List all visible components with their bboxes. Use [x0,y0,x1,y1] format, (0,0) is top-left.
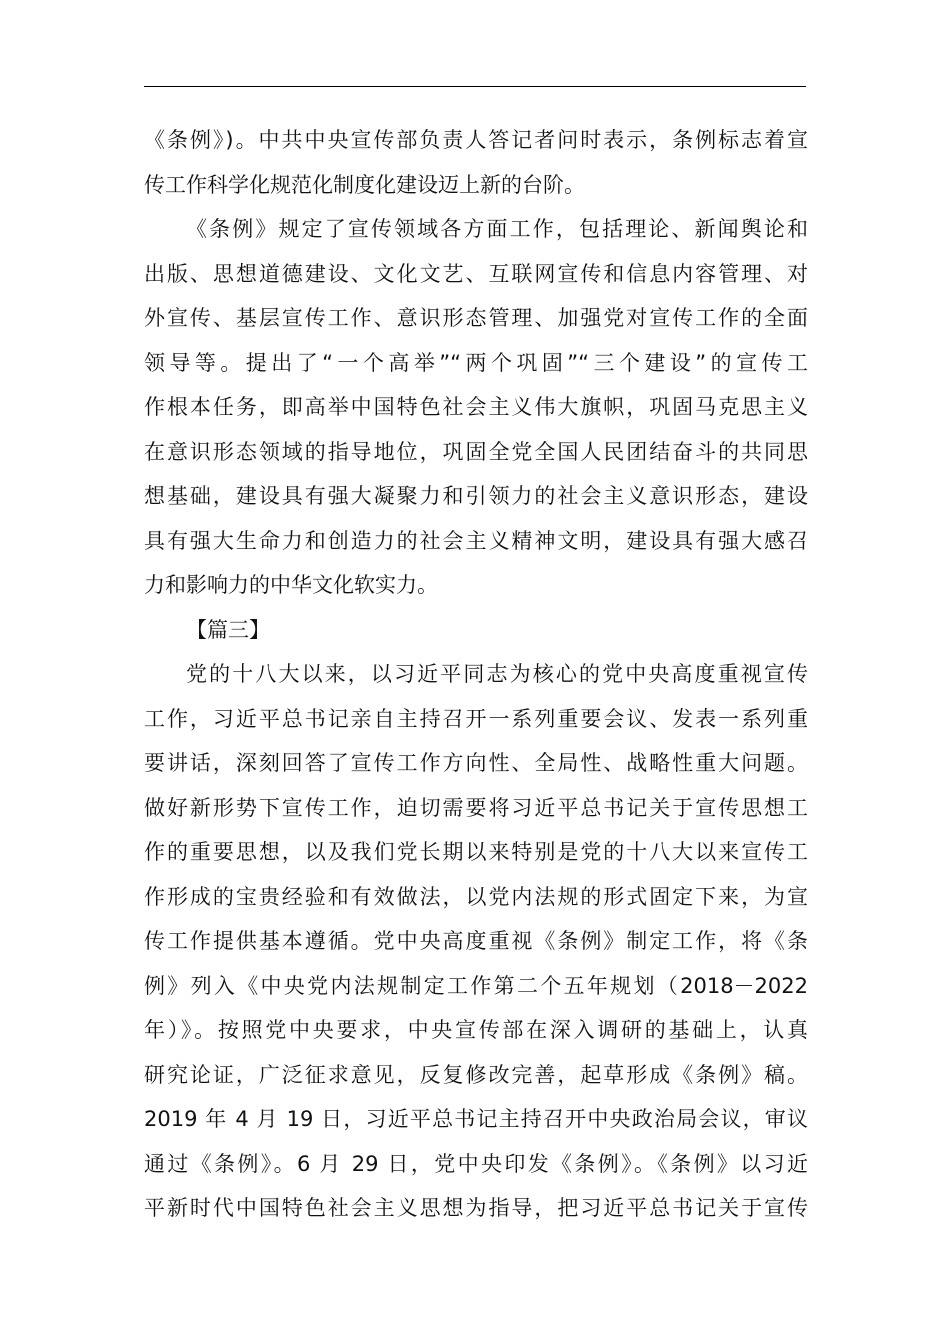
text-line: 例》列入《中央党内法规制定工作第二个五年规划（2018－2022 [144,973,808,998]
text-line: 年）》。按照党中央要求，中央宣传部在深入调研的基础上，认真 [144,1018,808,1042]
text-line: 通过《条例》。6 月 29 日，党中央印发《条例》。《条例》以习近 [144,1151,808,1176]
text-line: 要讲话，深刻回答了宣传工作方向性、全局性、战略性重大问题。 [144,751,808,775]
text-line: 2019 年 4 月 19 日，习近平总书记主持召开中央政治局会议，审议 [144,1107,808,1131]
text-line: 作的重要思想，以及我们党长期以来特别是党的十八大以来宣传工 [144,840,808,864]
text-line: 传工作提供基本遵循。党中央高度重视《条例》制定工作，将《条 [144,929,808,953]
text-line: 工作，习近平总书记亲自主持召开一系列重要会议、发表一系列重 [144,706,808,731]
text-line: 出版、思想道德建设、文化文艺、互联网宣传和信息内容管理、对 [144,261,808,286]
text-line: 传工作科学化规范化制度化建设迈上新的台阶。 [144,172,585,197]
text-line: 作根本任务，即高举中国特色社会主义伟大旗帜，巩固马克思主义 [144,395,808,419]
text-line: 平新时代中国特色社会主义思想为指导，把习近平总书记关于宣传 [144,1196,808,1220]
text-line: 领导等。提出了“一个高举”“两个巩固”“三个建设”的宣传工 [144,350,808,375]
text-line: 作形成的宝贵经验和有效做法，以党内法规的形式固定下来，为宣 [144,884,808,909]
header-rule [144,86,806,87]
text-line: 想基础，建设具有强大凝聚力和引领力的社会主义意识形态，建设 [144,484,808,508]
text-line: 《条例》规定了宣传领域各方面工作，包括理论、新闻舆论和 [186,217,808,241]
text-line: 外宣传、基层宣传工作、意识形态管理、加强党对宣传工作的全面 [144,306,808,330]
text-line: 研究论证，广泛征求意见，反复修改完善，起草形成《条例》稿。 [144,1062,808,1087]
paragraph-3 [144,652,808,1231]
paragraph-2 [144,207,808,608]
document-body [144,118,808,1231]
text-line: 具有强大生命力和创造力的社会主义精神文明，建设具有强大感召 [144,528,808,553]
paragraph-1 [144,118,808,207]
text-line: 党的十八大以来，以习近平同志为核心的党中央高度重视宣传 [186,662,808,686]
text-line: 力和影响力的中华文化软实力。 [144,573,438,597]
text-line: 做好新形势下宣传工作，迫切需要将习近平总书记关于宣传思想工 [144,795,808,820]
text-line: 在意识形态领域的指导地位，巩固全党全国人民团结奋斗的共同思 [144,439,808,464]
text-line: 《条例》)。中共中央宣传部负责人答记者问时表示，条例标志着宣 [144,128,808,152]
section-heading: 【篇三】 [186,617,270,642]
